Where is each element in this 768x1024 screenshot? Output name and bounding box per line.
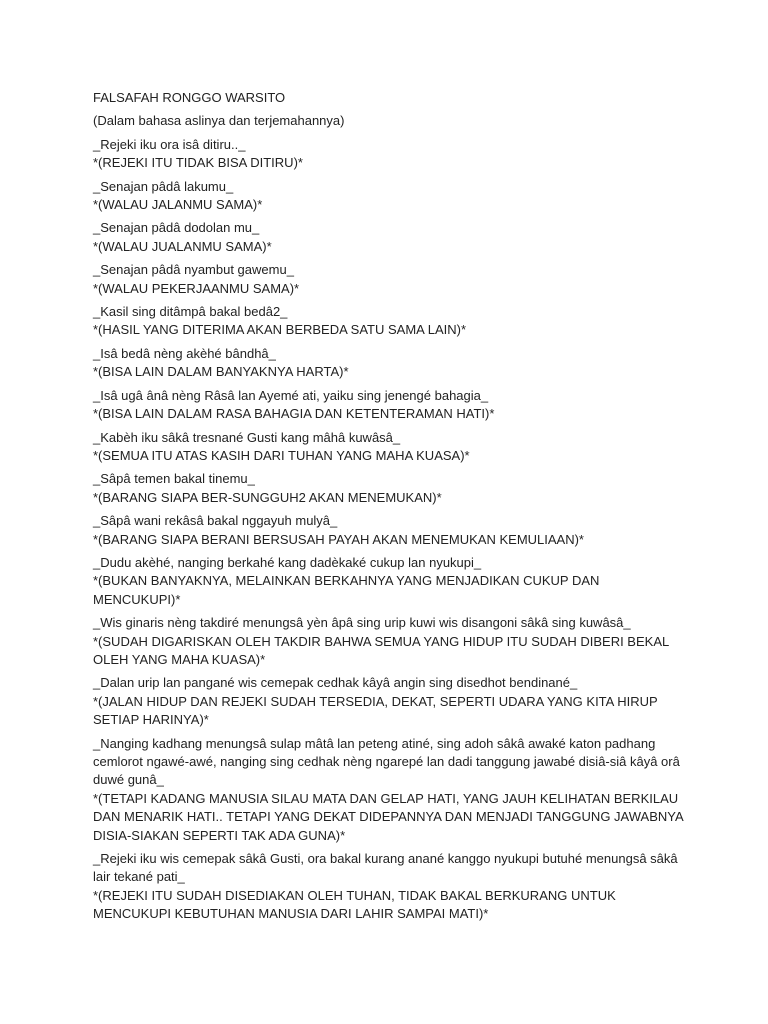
stanza <box>93 735 683 845</box>
javanese-line: _Kabèh iku sâkâ tresnané Gusti kang mâhâ kuwâsâ_ <box>93 429 401 445</box>
javanese-line: _Nanging kadhang menungsâ sulap mâtâ lan peteng atiné, sing adoh sâkâ awaké katon padhang cemlorot ngawé-awé, nanging sing cedhak nèng ngarepé lan dadi tanggung jawabé disiâ-siâ kâyâ orâ duwé gunâ_ <box>93 735 680 788</box>
stanza <box>93 674 683 729</box>
document-page <box>93 89 683 929</box>
javanese-line: _Dudu akèhé, nanging berkahé kang dadèkaké cukup lan nyukupi_ <box>93 554 482 570</box>
javanese-line: _Rejeki iku ora isâ ditiru.._ <box>93 136 246 152</box>
translation-line: *(WALAU PEKERJAANMU SAMA)* <box>93 280 300 296</box>
translation-line: *(TETAPI KADANG MANUSIA SILAU MATA DAN GELAP HATI, YANG JAUH KELIHATAN BERKILAU DAN MENARIK HATI.. TETAPI YANG DEKAT DIDEPANNYA DAN MENJADI TANGGUNG JAWABNYA DISIA-SIAKAN SEPERTI TAK ADA GUNA)* <box>93 790 683 843</box>
javanese-line: _Sâpâ temen bakal tinemu_ <box>93 471 255 487</box>
stanza <box>93 429 683 466</box>
translation-line: *(BISA LAIN DALAM RASA BAHAGIA DAN KETENTERAMAN HATI)* <box>93 406 495 422</box>
javanese-line: _Kasil sing ditâmpâ bakal bedâ2_ <box>93 304 288 320</box>
stanza <box>93 136 683 173</box>
javanese-line: _Senajan pâdâ nyambut gawemu_ <box>93 262 294 278</box>
translation-line: *(BARANG SIAPA BERANI BERSUSAH PAYAH AKAN MENEMUKAN KEMULIAAN)* <box>93 531 584 547</box>
stanza <box>93 178 683 215</box>
stanza <box>93 387 683 424</box>
translation-line: *(BUKAN BANYAKNYA, MELAINKAN BERKAHNYA YANG MENJADIKAN CUKUP DAN MENCUKUPI)* <box>93 573 600 607</box>
stanza <box>93 554 683 609</box>
translation-line: *(REJEKI ITU SUDAH DISEDIAKAN OLEH TUHAN, TIDAK BAKAL BERKURANG UNTUK MENCUKUPI KEBUTUHAN MANUSIA DARI LAHIR SAMPAI MATI)* <box>93 887 616 922</box>
translation-line: *(HASIL YANG DITERIMA AKAN BERBEDA SATU SAMA LAIN)* <box>93 322 467 338</box>
stanza <box>93 850 683 924</box>
javanese-line: _Isâ bedâ nèng akèhé bândhâ_ <box>93 345 276 361</box>
translation-line: *(REJEKI ITU TIDAK BISA DITIRU)* <box>93 155 303 171</box>
translation-line: *(BISA LAIN DALAM BANYAKNYA HARTA)* <box>93 364 349 380</box>
translation-line: *(JALAN HIDUP DAN REJEKI SUDAH TERSEDIA, DEKAT, SEPERTI UDARA YANG KITA HIRUP SETIAP HARINYA)* <box>93 693 658 728</box>
javanese-line: _Rejeki iku wis cemepak sâkâ Gusti, ora bakal kurang anané kanggo nyukupi butuhé menungsâ sâkâ lair tekané pati_ <box>93 851 678 885</box>
javanese-line: _Isâ ugâ ânâ nèng Râsâ lan Ayemé ati, yaiku sing jenengé bahagia_ <box>93 387 489 403</box>
javanese-line: _Senajan pâdâ dodolan mu_ <box>93 220 260 236</box>
stanza <box>93 345 683 382</box>
translation-line: *(SEMUA ITU ATAS KASIH DARI TUHAN YANG MAHA KUASA)* <box>93 447 470 463</box>
javanese-line: _Dalan urip lan pangané wis cemepak cedhak kâyâ angin sing disedhot bendinané_ <box>93 675 578 691</box>
javanese-line: _Senajan pâdâ lakumu_ <box>93 178 234 194</box>
stanza <box>93 512 683 549</box>
document-title: FALSAFAH RONGGO WARSITO <box>93 90 286 105</box>
stanza <box>93 261 683 298</box>
stanza <box>93 219 683 256</box>
translation-line: *(WALAU JUALANMU SAMA)* <box>93 238 272 254</box>
javanese-line: _Sâpâ wani rekâsâ bakal nggayuh mulyâ_ <box>93 513 338 529</box>
translation-line: *(SUDAH DIGARISKAN OLEH TAKDIR BAHWA SEMUA YANG HIDUP ITU SUDAH DIBERI BEKAL OLEH YANG MAHA KUASA)* <box>93 633 669 667</box>
stanza <box>93 470 683 507</box>
stanza <box>93 303 683 340</box>
document-subtitle: (Dalam bahasa aslinya dan terjemahannya) <box>93 113 345 129</box>
javanese-line: _Wis ginaris nèng takdiré menungsâ yèn âpâ sing urip kuwi wis disangoni sâkâ sing kuwâsâ_ <box>93 615 631 631</box>
translation-line: *(WALAU JALANMU SAMA)* <box>93 197 263 213</box>
stanza <box>93 614 683 669</box>
translation-line: *(BARANG SIAPA BER-SUNGGUH2 AKAN MENEMUKAN)* <box>93 489 442 505</box>
